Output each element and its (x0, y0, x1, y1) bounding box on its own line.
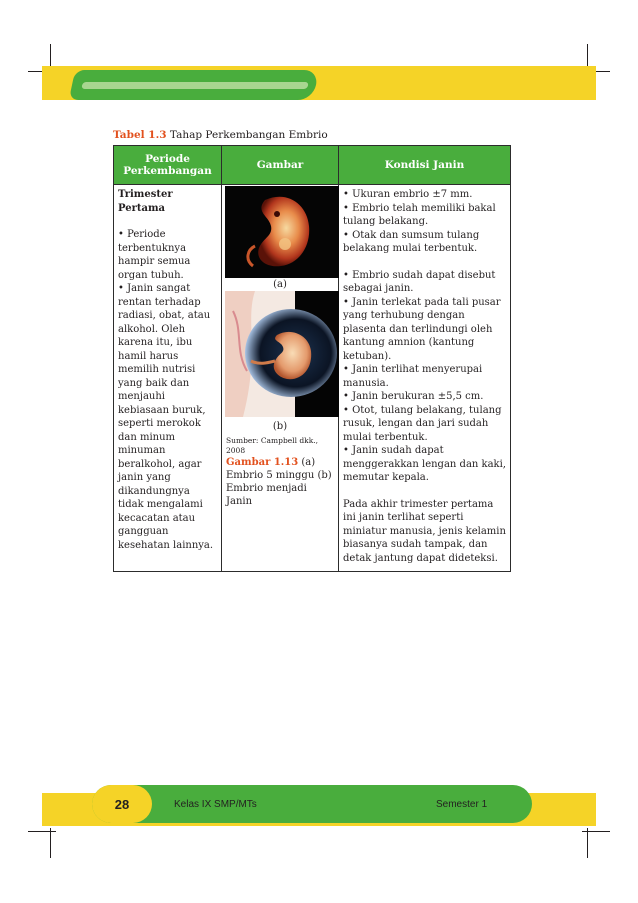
embryo-photo-b (225, 291, 339, 417)
crop-mark (50, 828, 51, 858)
photo-label-a: (a) (273, 279, 287, 290)
condition-item: • Janin berukuran ±5,5 cm. (343, 391, 484, 402)
period-cell (114, 185, 222, 572)
condition-item: • Otot, tulang belakang, tulang rusuk, lengan dan jari sudah mulai terbentuk. (343, 404, 502, 443)
table-title (113, 129, 328, 141)
condition-summary: Pada akhir trimester pertama ini janin terlihat seperti miniatur manusia, jenis kelamin biasanya sudah tampak, dan detak jantung dapat dideteksi. (343, 498, 506, 564)
crop-mark (587, 828, 588, 858)
header-image: Gambar (222, 146, 339, 185)
period-item: • Janin sangat rentan terhadap radiasi, obat, atau alkohol. Oleh karena itu, ibu hamil harus memilih nutrisi yang baik dan menjauhi kebiasaan buruk, seperti merokok dan minum minuman beralkohol, agar janin yang dikandungnya tidak mengalami kecacatan atau gangguan kesehatan lainnya. (118, 283, 214, 551)
image-source: Sumber: Campbell dkk., 2008 (226, 436, 319, 456)
header-condition: Kondisi Janin (339, 146, 511, 185)
photo-label-b: (b) (272, 421, 288, 432)
header-pill-highlight (81, 82, 308, 89)
condition-cell (339, 185, 511, 572)
footer-book: Kelas IX SMP/MTs (174, 799, 257, 810)
figure-caption (226, 456, 334, 508)
footer-semester: Semester 1 (436, 799, 488, 810)
figure-number: Gambar 1.13 (226, 457, 299, 469)
crop-mark (28, 831, 56, 832)
condition-item: • Otak dan sumsum tulang belakang mulai terbentuk. (343, 229, 480, 254)
period-heading: Trimester Pertama (118, 189, 173, 214)
condition-item: • Janin terlihat menyerupai manusia. (343, 364, 483, 389)
condition-item: • Janin terlekat pada tali pusar yang terhubung dengan plasenta dan terlindungi oleh kantung amnion (kantung ketuban). (343, 296, 501, 362)
header-period: Periode Perkembangan (114, 146, 222, 185)
condition-item: • Janin sudah dapat menggerakkan lengan dan kaki, memutar kepala. (343, 445, 506, 483)
page-number: 28 (92, 785, 152, 823)
table-number: Tabel 1.3 (113, 129, 167, 141)
image-cell (222, 185, 339, 572)
figure-caption-text: (a) Embrio 5 minggu (b) Embrio menjadi Janin (226, 457, 332, 508)
embryo-photo-a (225, 186, 339, 278)
development-table (113, 145, 511, 572)
condition-item: • Embrio telah memiliki bakal tulang belakang. (343, 202, 496, 227)
period-item: • Periode terbentuknya hampir semua organ tubuh. (118, 229, 191, 281)
condition-item: • Embrio sudah dapat disebut sebagai janin. (343, 269, 496, 294)
table-title-text: Tahap Perkembangan Embrio (169, 129, 328, 141)
condition-item: • Ukuran embrio ±7 mm. (343, 189, 473, 200)
